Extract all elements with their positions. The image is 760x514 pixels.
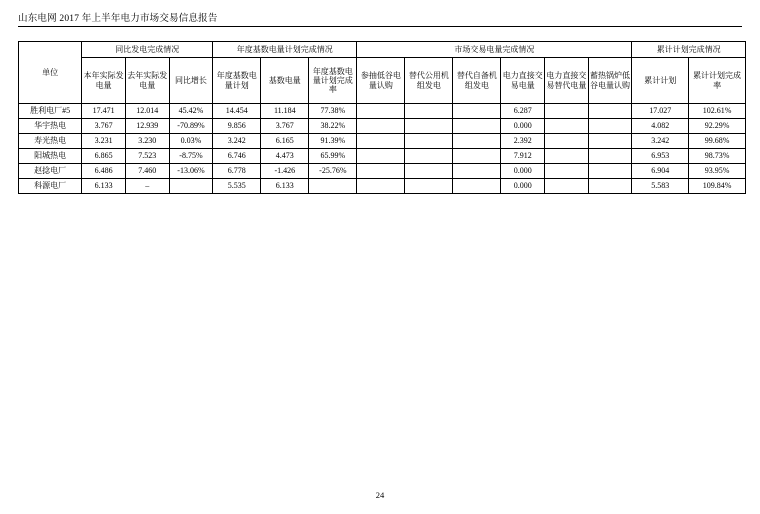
group-header-base-plan: 年度基数电量计划完成情况 xyxy=(213,42,357,58)
table-row xyxy=(19,119,746,134)
column-header-last-year-actual: 去年实际发电量 xyxy=(125,58,169,104)
cell-last-year-actual: 7.523 xyxy=(125,149,169,164)
table-row xyxy=(19,179,746,194)
cell-low-valley-purchase xyxy=(357,149,405,164)
cell-replace-public-unit xyxy=(405,179,453,194)
cell-cumulative-plan: 6.904 xyxy=(632,164,689,179)
cell-low-valley-purchase xyxy=(357,179,405,194)
cell-direct-trade-replace xyxy=(545,179,589,194)
cell-boiler-valley-purchase xyxy=(588,134,632,149)
cell-last-year-actual: – xyxy=(125,179,169,194)
cell-yoy-growth: -8.75% xyxy=(169,149,213,164)
column-header-low-valley-purchase: 参抽低谷电量认购 xyxy=(357,58,405,104)
cell-last-year-actual: 12.014 xyxy=(125,104,169,119)
column-header-current-year-actual: 本年实际发电量 xyxy=(82,58,126,104)
cell-cumulative-plan: 4.082 xyxy=(632,119,689,134)
cell-yoy-growth: 45.42% xyxy=(169,104,213,119)
column-header-boiler-valley-purchase: 蓄热锅炉低谷电量认购 xyxy=(588,58,632,104)
cell-direct-trade-replace xyxy=(545,164,589,179)
cell-boiler-valley-purchase xyxy=(588,179,632,194)
cell-annual-base-plan: 9.856 xyxy=(213,119,261,134)
table-group-header-row xyxy=(19,42,746,58)
cell-replace-public-unit xyxy=(405,119,453,134)
row-label: 赵捻电厂 xyxy=(19,164,82,179)
cell-base-volume: 6.133 xyxy=(261,179,309,194)
cell-last-year-actual: 12.939 xyxy=(125,119,169,134)
cell-base-plan-rate: 91.39% xyxy=(309,134,357,149)
cell-low-valley-purchase xyxy=(357,134,405,149)
cell-replace-public-unit xyxy=(405,149,453,164)
cell-replace-public-unit xyxy=(405,164,453,179)
cell-base-plan-rate: 38.22% xyxy=(309,119,357,134)
table-column-header-row xyxy=(19,58,746,104)
cell-direct-trade-replace xyxy=(545,149,589,164)
cell-annual-base-plan: 6.778 xyxy=(213,164,261,179)
cell-direct-trade-replace xyxy=(545,134,589,149)
cell-direct-trade-replace xyxy=(545,104,589,119)
column-header-direct-trade-volume: 电力直接交易电量 xyxy=(501,58,545,104)
cell-base-plan-rate: 77.38% xyxy=(309,104,357,119)
cell-cumulative-plan: 6.953 xyxy=(632,149,689,164)
cell-yoy-growth xyxy=(169,179,213,194)
header-divider xyxy=(18,26,742,27)
cell-yoy-growth: 0.03% xyxy=(169,134,213,149)
cell-cumulative-rate: 109.84% xyxy=(689,179,746,194)
column-header-cumulative-plan: 累计计划 xyxy=(632,58,689,104)
cell-yoy-growth: -70.89% xyxy=(169,119,213,134)
cell-annual-base-plan: 5.535 xyxy=(213,179,261,194)
row-label: 阳城热电 xyxy=(19,149,82,164)
cell-cumulative-rate: 102.61% xyxy=(689,104,746,119)
cell-cumulative-plan: 5.583 xyxy=(632,179,689,194)
cell-replace-self-unit xyxy=(453,164,501,179)
row-label: 寿光热电 xyxy=(19,134,82,149)
cell-boiler-valley-purchase xyxy=(588,149,632,164)
cell-direct-trade-volume: 0.000 xyxy=(501,164,545,179)
cell-replace-self-unit xyxy=(453,179,501,194)
table-body xyxy=(19,104,746,194)
cell-base-volume: -1.426 xyxy=(261,164,309,179)
cell-base-plan-rate xyxy=(309,179,357,194)
cell-base-volume: 6.165 xyxy=(261,134,309,149)
table-row xyxy=(19,164,746,179)
cell-boiler-valley-purchase xyxy=(588,164,632,179)
cell-replace-public-unit xyxy=(405,134,453,149)
cell-current-year-actual: 3.767 xyxy=(82,119,126,134)
cell-annual-base-plan: 6.746 xyxy=(213,149,261,164)
cell-boiler-valley-purchase xyxy=(588,104,632,119)
cell-low-valley-purchase xyxy=(357,119,405,134)
cell-direct-trade-replace xyxy=(545,119,589,134)
cell-direct-trade-volume: 2.392 xyxy=(501,134,545,149)
cell-current-year-actual: 17.471 xyxy=(82,104,126,119)
cell-last-year-actual: 7.460 xyxy=(125,164,169,179)
cell-direct-trade-volume: 0.000 xyxy=(501,179,545,194)
cell-direct-trade-volume: 6.287 xyxy=(501,104,545,119)
column-header-cumulative-rate: 累计计划完成率 xyxy=(689,58,746,104)
cell-base-volume: 4.473 xyxy=(261,149,309,164)
cell-current-year-actual: 3.231 xyxy=(82,134,126,149)
column-header-direct-trade-replace: 电力直接交易替代电量 xyxy=(545,58,589,104)
cell-current-year-actual: 6.486 xyxy=(82,164,126,179)
cell-direct-trade-volume: 0.000 xyxy=(501,119,545,134)
cell-cumulative-rate: 98.73% xyxy=(689,149,746,164)
cell-replace-self-unit xyxy=(453,119,501,134)
row-label: 胜利电厂#5 xyxy=(19,104,82,119)
cell-direct-trade-volume: 7.912 xyxy=(501,149,545,164)
group-header-cumulative: 累计计划完成情况 xyxy=(632,42,746,58)
page-number: 24 xyxy=(375,490,385,500)
page-header xyxy=(18,10,742,26)
column-header-yoy-growth: 同比增长 xyxy=(169,58,213,104)
column-header-annual-base-plan: 年度基数电量计划 xyxy=(213,58,261,104)
cell-base-plan-rate: -25.76% xyxy=(309,164,357,179)
row-label: 科源电厂 xyxy=(19,179,82,194)
cell-boiler-valley-purchase xyxy=(588,119,632,134)
table-row xyxy=(19,134,746,149)
cell-annual-base-plan: 14.454 xyxy=(213,104,261,119)
cell-last-year-actual: 3.230 xyxy=(125,134,169,149)
column-header-base-plan-rate: 年度基数电量计划完成率 xyxy=(309,58,357,104)
cell-base-volume: 3.767 xyxy=(261,119,309,134)
row-label: 华宇热电 xyxy=(19,119,82,134)
cell-cumulative-plan: 17.027 xyxy=(632,104,689,119)
cell-replace-self-unit xyxy=(453,149,501,164)
cell-low-valley-purchase xyxy=(357,164,405,179)
power-market-table xyxy=(18,41,746,194)
cell-cumulative-rate: 93.95% xyxy=(689,164,746,179)
cell-replace-public-unit xyxy=(405,104,453,119)
column-header-replace-self-unit: 替代自备机组发电 xyxy=(453,58,501,104)
cell-replace-self-unit xyxy=(453,134,501,149)
column-header-base-volume: 基数电量 xyxy=(261,58,309,104)
cell-base-plan-rate: 65.99% xyxy=(309,149,357,164)
group-header-generation: 同比发电完成情况 xyxy=(82,42,213,58)
column-header-unit: 单位 xyxy=(19,42,82,104)
cell-current-year-actual: 6.133 xyxy=(82,179,126,194)
cell-cumulative-rate: 99.68% xyxy=(689,134,746,149)
cell-cumulative-plan: 3.242 xyxy=(632,134,689,149)
cell-base-volume: 11.184 xyxy=(261,104,309,119)
cell-current-year-actual: 6.865 xyxy=(82,149,126,164)
column-header-replace-public-unit: 替代公用机组发电 xyxy=(405,58,453,104)
cell-cumulative-rate: 92.29% xyxy=(689,119,746,134)
header-title: 山东电网 2017 年上半年电力市场交易信息报告 xyxy=(18,14,218,24)
cell-replace-self-unit xyxy=(453,104,501,119)
cell-low-valley-purchase xyxy=(357,104,405,119)
cell-yoy-growth: -13.06% xyxy=(169,164,213,179)
table-row xyxy=(19,104,746,119)
cell-annual-base-plan: 3.242 xyxy=(213,134,261,149)
table-row xyxy=(19,149,746,164)
group-header-market-trade: 市场交易电量完成情况 xyxy=(357,42,632,58)
